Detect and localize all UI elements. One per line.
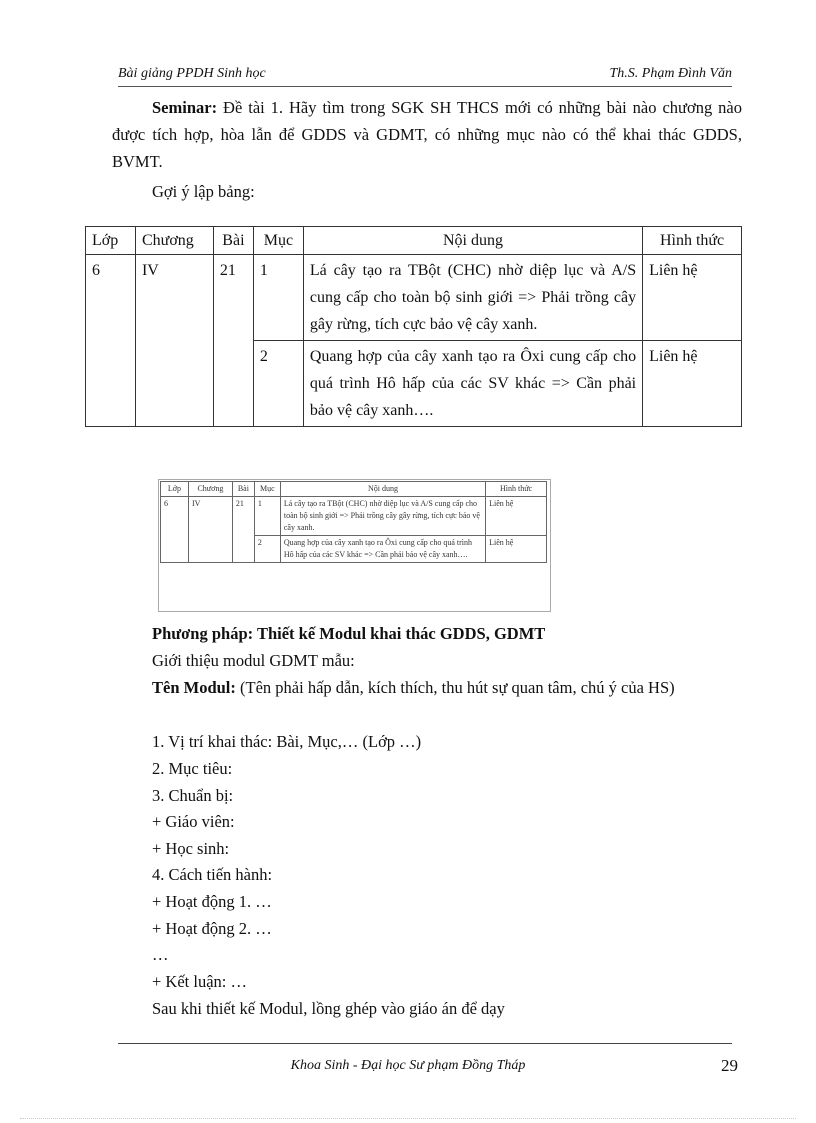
table-hint: Gợi ý lập bảng:	[152, 182, 255, 201]
page-header	[118, 62, 732, 87]
mini-cell-hinh-thuc: Liên hệ	[486, 497, 547, 536]
mini-col-header: Lớp	[161, 482, 189, 497]
step-item: 4. Cách tiến hành:	[152, 865, 273, 884]
mini-cell-chuong: IV	[188, 497, 232, 563]
mini-col-header: Chương	[188, 482, 232, 497]
col-header-noi-dung: Nội dung	[303, 227, 642, 255]
cell-noi-dung: Quang hợp của cây xanh tạo ra Ôxi cung cấp cho quá trình Hô hấp của các SV khác => Cần phải bảo vệ cây xanh….	[303, 341, 642, 427]
cell-muc: 1	[253, 255, 303, 341]
cell-hinh-thuc: Liên hệ	[643, 255, 742, 341]
table-header-row	[86, 227, 742, 255]
cell-muc: 2	[253, 341, 303, 427]
footer-text: Khoa Sinh - Đại học Sư phạm Đồng Tháp	[290, 1058, 526, 1073]
mini-header-row	[161, 482, 547, 497]
mini-col-header: Mục	[254, 482, 280, 497]
module-name-paragraph	[112, 674, 742, 701]
footer-divider	[118, 1043, 732, 1044]
col-header-bai: Bài	[213, 227, 253, 255]
content-table	[85, 226, 742, 427]
step-item: + Học sinh:	[152, 839, 230, 858]
module-name-label: Tên Modul:	[152, 678, 236, 697]
mini-cell-lop: 6	[161, 497, 189, 563]
header-course: Bài giảng PPDH Sinh học	[118, 66, 266, 81]
col-header-hinh-thuc: Hình thức	[643, 227, 742, 255]
module-intro: Giới thiệu modul GDMT mẫu:	[152, 651, 355, 670]
cell-hinh-thuc: Liên hệ	[643, 341, 742, 427]
cell-lop: 6	[86, 255, 136, 427]
cell-noi-dung: Lá cây tạo ra TBột (CHC) nhờ diệp lục và A/S cung cấp cho toàn bộ sinh giới => Phải trồng cây gây rừng, tích cực bảo vệ cây xanh.	[303, 255, 642, 341]
seminar-paragraph	[112, 94, 742, 175]
mini-col-header: Bài	[232, 482, 254, 497]
module-name-text: (Tên phải hấp dẫn, kích thích, thu hút sự quan tâm, chú ý của HS)	[235, 678, 675, 697]
mini-cell-muc: 2	[254, 536, 280, 563]
step-item: 2. Mục tiêu:	[152, 759, 233, 778]
cell-bai: 21	[213, 255, 253, 427]
seminar-text: Đề tài 1. Hãy tìm trong SGK SH THCS mới có những bài nào chương nào được tích hợp, hòa lẫn để GDDS và GDMT, có những mục nào có thể khai thác GDDS, BVMT.	[112, 98, 742, 171]
cell-chuong: IV	[135, 255, 213, 427]
mini-cell-bai: 21	[232, 497, 254, 563]
mini-cell-muc: 1	[254, 497, 280, 536]
col-header-chuong: Chương	[135, 227, 213, 255]
method-title-text: Phương pháp: Thiết kế Modul khai thác GDDS, GDMT	[152, 624, 546, 643]
col-header-lop: Lớp	[86, 227, 136, 255]
embedded-table-image	[160, 481, 547, 563]
header-author: Th.S. Phạm Đình Văn	[609, 66, 732, 81]
step-item: 3. Chuẩn bị:	[152, 786, 234, 805]
step-item: 1. Vị trí khai thác: Bài, Mục,… (Lớp …)	[152, 732, 422, 751]
method-title	[152, 620, 545, 647]
mini-table-row	[161, 497, 547, 536]
page-number: 29	[721, 1056, 738, 1075]
mini-cell-noi-dung: Lá cây tạo ra TBột (CHC) nhờ diệp lục và A/S cung cấp cho toàn bộ sinh giới => Phải trồng cây gây rừng, tích cực bảo vệ cây xanh.	[280, 497, 485, 536]
mini-cell-noi-dung: Quang hợp của cây xanh tạo ra Ôxi cung cấp cho quá trình Hô hấp của các SV khác => Cần phải bảo vệ cây xanh….	[280, 536, 485, 563]
step-item: + Giáo viên:	[152, 812, 235, 831]
seminar-label: Seminar:	[152, 98, 218, 117]
mini-col-header: Hình thức	[486, 482, 547, 497]
step-item: + Kết luận: …	[152, 972, 247, 991]
mini-col-header: Nội dung	[280, 482, 485, 497]
page-bottom-border	[20, 1118, 796, 1119]
step-item: + Hoạt động 1. …	[152, 892, 272, 911]
step-item: + Hoạt động 2. …	[152, 919, 272, 938]
step-item: Sau khi thiết kế Modul, lồng ghép vào giáo án để dạy	[152, 999, 505, 1018]
mini-cell-hinh-thuc: Liên hệ	[486, 536, 547, 563]
table-row	[86, 255, 742, 341]
col-header-muc: Mục	[253, 227, 303, 255]
step-item: …	[152, 945, 169, 964]
